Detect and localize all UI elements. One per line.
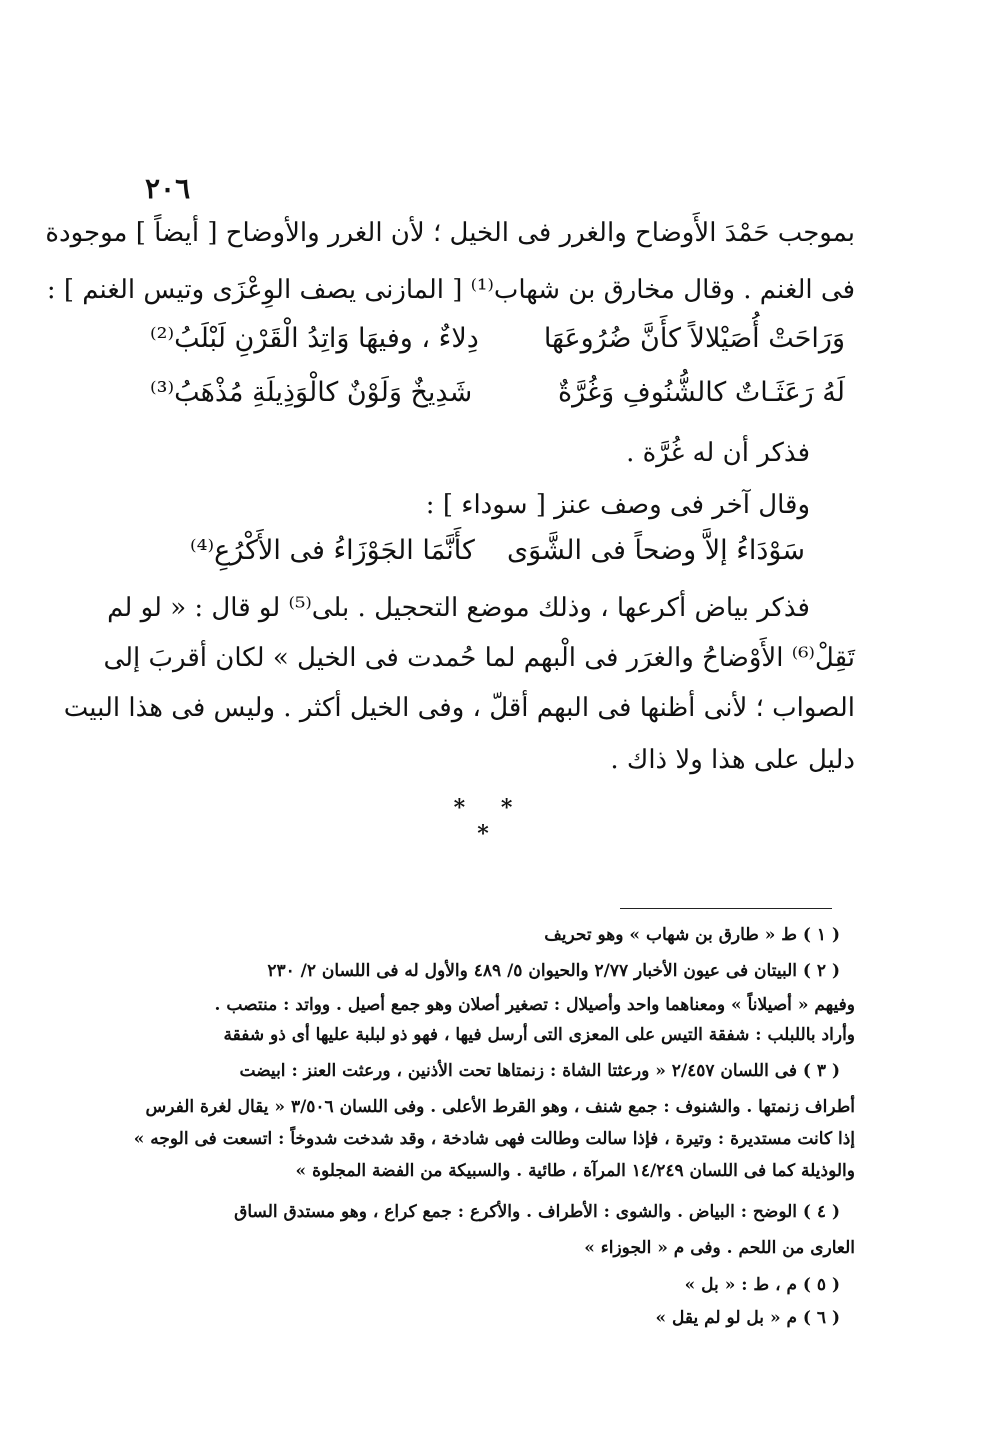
footnote-1: ( ١ ) ط « طارق بن شهاب » وهو تحريف (544, 925, 840, 945)
verse-1-first-hemistich: وَرَاحَتْ أُصَيْلالاً كأَنَّ ضُرُوعَهَا (543, 323, 845, 354)
footnote-rule (620, 908, 832, 909)
footnote-5: ( ٥ ) م ، ط : « بل » (684, 1275, 840, 1295)
footnote-2-line-3: وأراد باللبلب : شفقة التيس على المعزى التى أرسل فيها ، فهو ذو لبلبة عليها أى ذو شفقة (223, 1025, 855, 1045)
footnote-4-line-2: العارى من اللحم . وفى م « الجوزاء » (584, 1238, 855, 1258)
footnote-2-line-1: ( ٢ ) البيتان فى عيون الأخبار ٢/٧٧ والحيوان ٥/ ٤٨٩ والأول له فى اللسان ٢/ ٢٣٠ (267, 961, 840, 981)
body-line-2: فى الغنم . وقال مخارق بن شهاب⁽¹⁾ [ المازنى يصف الوِعْزَى وتيس الغنم ] : (46, 275, 855, 305)
verse-3 (150, 535, 845, 579)
verse-2 (150, 377, 845, 421)
footnote-3-line-2: أطراف زنمتها . والشنوف : جمع شنف ، وهو القرط الأعلى . وفى اللسان ٣/٥٠٦ « يقال لغرة الفرس (145, 1097, 855, 1117)
footnote-2-line-2: وفيهم « أصيلاناً » ومعناهما واحد وأصيلال : تصغير أصلان وهو جمع أصيل . وواتد : منتصب . (214, 995, 855, 1015)
body-line-6: وقال آخر فى وصف عنز [ سوداء ] : (425, 490, 810, 520)
section-separator: * * * (453, 795, 527, 847)
footnote-3-line-4: والوذيلة كما فى اللسان ١٤/٢٤٩ المرآة ، طائية . والسبيكة من الفضة المجلوة » (295, 1161, 855, 1181)
verse-1-second-hemistich: دِلاءٌ ، وفيهَا وَاتِدُ الْقَرْنِ لَبْلَبُ⁽²⁾ (150, 323, 479, 354)
footnote-3-line-3: إذا كانت مستديرة : وتيرة ، فإذا سالت وطالت فهى شادخة ، وقد شدخت شدوخاً : اتسعت فى الوجه » (133, 1129, 855, 1149)
body-line-9: تَقِلْ⁽⁶⁾ الأَوْضاحُ والغرَر فى الْبهم لما حُمدت فى الخيل » لكان أقربَ إلى (103, 643, 855, 673)
verse-2-second-hemistich: شَدِيخٌ وَلَوْنٌ كالْوَذِيلَةِ مُذْهَبُ⁽³⁾ (150, 377, 473, 408)
body-line-8: فذكر بياض أكرعها ، وذلك موضع التحجيل . بلى⁽⁵⁾ لو قال : « لو لم (107, 593, 810, 623)
footnote-3-line-1: ( ٣ ) فى اللسان ٢/٤٥٧ « ورعثتا الشاة : زنمتاها تحت الأذنين ، ورعثت العنز : ابيضت (239, 1061, 840, 1081)
page-number: ٢٠٦ (145, 172, 191, 205)
body-line-11: دليل على هذا ولا ذاك . (610, 745, 855, 775)
footnote-4-line-1: ( ٤ ) الوضح : البياض . والشوى : الأطراف . والأكرع : جمع كراع ، وهو مستدق الساق (234, 1202, 840, 1222)
body-line-10: الصواب ؛ لأنى أظنها فى البهم أقلّ ، وفى الخيل أكثر . وليس فى هذا البيت (63, 693, 855, 723)
verse-3-first-hemistich: سَوْدَاءُ إلاَّ وضحاً فى الشَّوَى (507, 535, 805, 566)
verse-3-second-hemistich: كأَنَّمَا الجَوْزَاءُ فى الأَكْرُعِ⁽⁴⁾ (190, 535, 475, 566)
verse-1 (150, 323, 845, 367)
verse-2-first-hemistich: لَهُ رَعَثَـاتٌ كالشُّنُوفِ وَغُرَّةٌ (558, 377, 845, 408)
body-line-1: بموجب حَمْدَ الأَوضاح والغرر فى الخيل ؛ لأن الغرر والأوضاح [ أيضاً ] موجودة (45, 218, 855, 248)
body-line-5: فذكر أن له غُرَّة . (626, 438, 810, 468)
footnote-6: ( ٦ ) م « بل لو لم يقل » (655, 1308, 840, 1328)
